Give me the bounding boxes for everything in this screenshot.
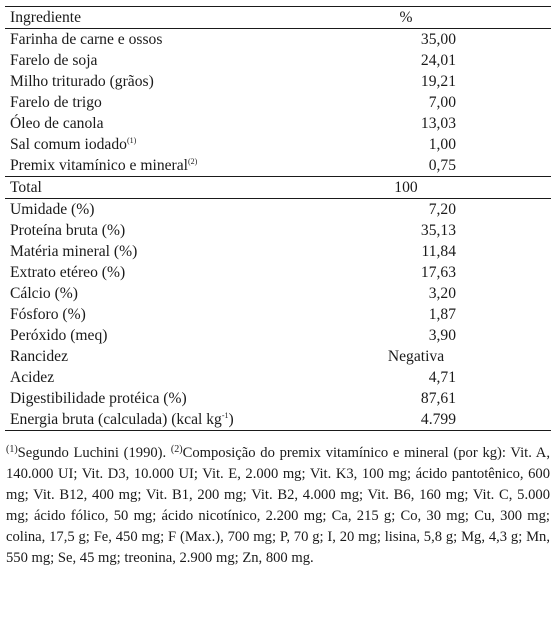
analysis-name: Proteína bruta (%) xyxy=(10,222,126,239)
analysis-name: Extrato etéreo (%) xyxy=(10,264,126,281)
table-row xyxy=(5,29,551,51)
ingredient-value: 24,01 xyxy=(420,52,456,69)
ingredient-value: 19,21 xyxy=(420,73,456,90)
analysis-name: Peróxido (meq) xyxy=(10,327,108,344)
ingredient-name: Milho triturado (grãos) xyxy=(10,73,154,90)
ingredient-value: 1,00 xyxy=(428,136,456,153)
total-row xyxy=(5,177,551,199)
analysis-value: 3,90 xyxy=(428,327,456,344)
header-ingredient: Ingrediente xyxy=(5,7,356,29)
analysis-value: 35,13 xyxy=(420,222,456,239)
ingredient-value: 7,00 xyxy=(428,94,456,111)
energy-name-suffix: ) xyxy=(228,411,234,428)
table-row xyxy=(5,262,551,283)
footnote-1-text: Segundo Luchini (1990). xyxy=(17,445,171,461)
table-footnote xyxy=(6,443,550,569)
table-row xyxy=(5,283,551,304)
analysis-value: 87,61 xyxy=(420,390,456,407)
ingredient-name: Farelo de soja xyxy=(10,52,98,69)
footnote-ref: (2) xyxy=(187,157,198,166)
ingredient-cell xyxy=(5,155,356,177)
table-row xyxy=(5,241,551,262)
ingredient-name: Premix vitamínico e mineral xyxy=(10,157,188,174)
table-row xyxy=(5,199,551,221)
ingredient-name: Sal comum iodado xyxy=(10,136,127,153)
energy-name-prefix: Energia bruta (calculada) (kcal kg xyxy=(10,411,222,428)
ingredient-name: Óleo de canola xyxy=(10,115,104,132)
ingredient-name: Farinha de carne e ossos xyxy=(10,31,163,48)
table-row xyxy=(5,92,551,113)
table-row xyxy=(5,113,551,134)
table-header-row xyxy=(5,7,551,29)
analysis-value: 3,20 xyxy=(428,285,456,302)
analysis-name: Digestibilidade protéica (%) xyxy=(10,390,187,407)
table-row xyxy=(5,155,551,177)
energy-unit-exponent: -1 xyxy=(221,411,229,420)
analysis-value: 11,84 xyxy=(421,243,456,260)
table-row xyxy=(5,367,551,388)
analysis-value: Negativa xyxy=(387,348,445,365)
footnote-2-mark: (2) xyxy=(170,444,183,455)
table-row xyxy=(5,220,551,241)
ingredient-value: 0,75 xyxy=(428,157,456,174)
total-value: 100 xyxy=(356,177,551,199)
ingredient-name: Farelo de trigo xyxy=(10,94,102,111)
footnote-ref: (1) xyxy=(126,136,137,145)
analysis-value: 17,63 xyxy=(420,264,456,281)
ingredient-cell xyxy=(5,134,356,155)
total-label: Total xyxy=(5,177,356,199)
table-row xyxy=(5,409,551,431)
composition-table xyxy=(5,6,551,431)
table-row xyxy=(5,388,551,409)
footnote-2-text: Composição do premix vitamínico e mineral (por kg): Vit. A, 140.000 UI; Vit. D3, 10.000 UI; Vit. E, 2.000 mg; Vit. K3, 100 mg; ácido pantotênico, 600 mg; Vit. B12, 400 mg; Vit. B1, 200 mg; Vit. B2, 4.000 mg; Vit. B6, 160 mg; Vit. C, 5.000 mg; ácido fólico, 50 mg; ácido nicotínico, 2.200 mg; Ca, 215 g; Co, 30 mg; Cu, 300 mg; colina, 17,5 g; Fe, 450 mg; F (Max.), 700 mg; P, 70 g; I, 20 mg; lisina, 5,8 g; Mg, 4,3 g; Mn, 550 mg; Se, 45 mg; treonina, 2.900 mg; Zn, 800 mg. xyxy=(6,445,550,566)
analysis-name: Umidade (%) xyxy=(10,201,95,218)
footnote-1-mark: (1) xyxy=(6,444,18,455)
table-row xyxy=(5,71,551,92)
table-row xyxy=(5,50,551,71)
ingredient-value: 35,00 xyxy=(420,31,456,48)
analysis-name: Matéria mineral (%) xyxy=(10,243,138,260)
ingredient-value: 13,03 xyxy=(420,115,456,132)
analysis-name: Cálcio (%) xyxy=(10,285,78,302)
header-percent: % xyxy=(356,7,551,29)
energy-cell xyxy=(5,409,356,431)
analysis-name: Fósforo (%) xyxy=(10,306,86,323)
analysis-value: 1,87 xyxy=(428,306,456,323)
table-row xyxy=(5,304,551,325)
table-row xyxy=(5,134,551,155)
analysis-name: Acidez xyxy=(10,369,55,386)
table-row xyxy=(5,325,551,346)
analysis-value: 7,20 xyxy=(428,201,456,218)
table-row xyxy=(5,346,551,367)
analysis-name: Rancidez xyxy=(10,348,69,365)
analysis-value: 4,71 xyxy=(428,369,456,386)
energy-value: 4.799 xyxy=(356,409,551,431)
